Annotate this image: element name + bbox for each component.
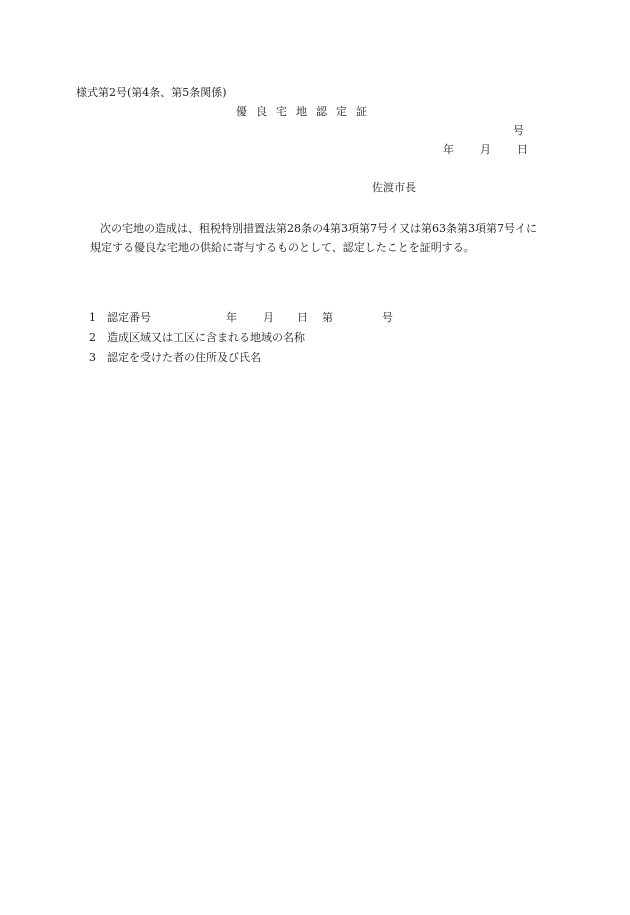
issue-number-suffix: 号 xyxy=(513,124,524,137)
date-month-label: 月 xyxy=(480,143,491,156)
item-label: 認定を受けた者の住所及び氏名 xyxy=(107,351,261,364)
list-item-area-name xyxy=(89,332,393,352)
cert-month-label: 月 xyxy=(263,311,274,324)
certification-text xyxy=(90,219,560,257)
cert-year-label: 年 xyxy=(226,311,237,324)
date-day-label: 日 xyxy=(517,143,528,156)
cert-day-label: 日 xyxy=(297,311,308,324)
list-item-certification-number xyxy=(89,312,393,332)
item-number: 2 xyxy=(89,331,96,344)
cert-dai-label: 第 xyxy=(322,311,333,324)
certification-text-line-2: 規定する優良な宅地の供給に寄与するものとして、認定したことを証明する。 xyxy=(90,241,475,254)
item-label: 認定番号 xyxy=(107,311,151,324)
item-number: 3 xyxy=(89,351,96,364)
item-list xyxy=(89,312,393,372)
form-number: 様式第2号(第4条、第5条関係) xyxy=(76,86,227,99)
issue-date xyxy=(443,144,528,155)
issuer-name: 佐渡市長 xyxy=(372,181,416,194)
cert-go-label: 号 xyxy=(382,311,393,324)
certification-text-line-1: 次の宅地の造成は、租税特別措置法第28条の4第3項第7号イ又は第63条第3項第7号イに xyxy=(100,222,537,235)
document-title: 優良宅地認定証 xyxy=(236,105,376,118)
item-number: 1 xyxy=(89,311,96,324)
date-year-label: 年 xyxy=(443,143,454,156)
item-label: 造成区域又は工区に含まれる地域の名称 xyxy=(107,331,305,344)
list-item-recipient xyxy=(89,352,393,372)
